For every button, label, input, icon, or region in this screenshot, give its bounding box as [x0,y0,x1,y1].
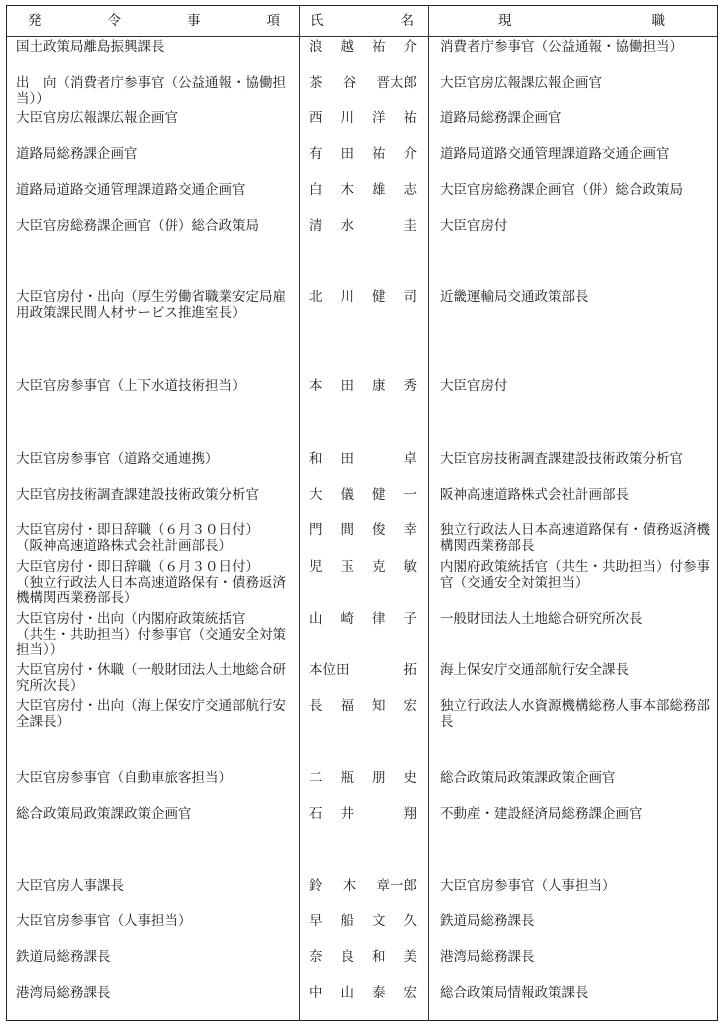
current-post-text: 一般財団法人土地総合研究所次長 [440,611,643,627]
order-item-text: 大臣官房参事官（上下水道技術担当） [16,378,246,394]
order-item-text: 大臣官房広報課広報企画官 [16,110,178,126]
order-item-text: 鉄道局総務課長 [16,949,111,965]
person-name: 白 木 雄 志 [309,182,417,198]
person-name: 早 船 文 久 [309,913,417,929]
current-post-text: 阪神高速道路株式会社計画部長 [440,487,629,503]
order-item-text: 大臣官房付・出向（内閣府政策統括官 （共生・共助担当）付参事官（交通安全対策担当）） [16,611,286,658]
person-name: 本位田 拓 [309,662,417,678]
order-item-text: 大臣官房付・休職（一般財団法人土地総合研究所次長） [16,662,286,694]
order-item-text: 大臣官房総務課企画官（併）総合政策局 [16,218,259,234]
person-name: 鈴 木 章一郎 [309,878,417,894]
current-post-text: 大臣官房参事官（人事担当） [440,878,616,894]
person-name: 長 福 知 宏 [309,698,417,714]
person-name: 浪 越 祐 介 [309,39,417,55]
person-name: 中 山 泰 宏 [309,985,417,1001]
order-item-text: 出 向（消費者庁参事官（公益通報・協働担当）） [16,75,286,107]
person-name: 大 儀 健 一 [309,487,417,503]
order-item-text: 大臣官房付・即日辞職（６月３０日付） （独立行政法人日本高速道路保有・債務返済機構関西業務部長） [16,559,286,606]
current-post-text: 道路局総務課企画官 [440,110,562,126]
person-name: 有 田 祐 介 [309,146,417,162]
current-post-text: 鉄道局総務課長 [440,913,535,929]
person-name: 石 井 翔 [309,806,417,822]
current-post-text: 海上保安庁交通部航行安全課長 [440,662,629,678]
current-post-text: 近畿運輸局交通政策部長 [440,289,589,305]
header-current-char: 職 [651,13,665,29]
person-name: 児 玉 克 敏 [309,559,417,575]
person-name: 北 川 健 司 [309,289,417,305]
person-name: 二 瓶 朋 史 [309,770,417,786]
person-name: 門 間 俊 幸 [309,522,417,538]
current-post-text: 独立行政法人水資源機構総務人事本部総務部長 [440,698,710,730]
order-item-text: 大臣官房付・出向（厚生労働省職業安定局雇用政策課民間人材サービス推進室長） [16,289,286,321]
person-name: 茶 谷 晋太郎 [309,75,417,91]
current-post-text: 大臣官房広報課広報企画官 [440,75,602,91]
header-name-char: 氏 [310,13,324,29]
order-item-text: 総合政策局政策課政策企画官 [16,806,192,822]
current-post-text: 総合政策局政策課政策企画官 [440,770,616,786]
order-item-text: 大臣官房参事官（道路交通連携） [16,451,219,467]
current-post-text: 不動産・建設経済局総務課企画官 [440,806,643,822]
order-item-text: 道路局総務課企画官 [16,146,138,162]
person-name: 本 田 康 秀 [309,378,417,394]
person-name: 西 川 洋 祐 [309,110,417,126]
order-item-text: 大臣官房参事官（人事担当） [16,913,192,929]
current-post-text: 大臣官房総務課企画官（併）総合政策局 [440,182,683,198]
order-item-text: 国土政策局離島振興課長 [16,39,165,55]
current-post-text: 大臣官房技術調査課建設技術政策分析官 [440,451,683,467]
current-post-text: 大臣官房付 [440,378,508,394]
order-item-text: 道路局道路交通管理課道路交通企画官 [16,182,246,198]
current-post-text: 大臣官房付 [440,218,508,234]
person-name: 清 水 圭 [309,218,417,234]
current-post-text: 消費者庁参事官（公益通報・協働担当） [440,39,683,55]
current-post-text: 港湾局総務課長 [440,949,535,965]
current-post-text: 独立行政法人日本高速道路保有・債務返済機構関西業務部長 [440,522,710,554]
header-order-char: 発 [28,13,42,29]
order-item-text: 大臣官房参事官（自動車旅客担当） [16,770,232,786]
order-item-text: 大臣官房付・即日辞職（６月３０日付） （阪神高速道路株式会社計画部長） [16,522,259,554]
header-order-char: 令 [107,13,121,29]
order-item-text: 大臣官房技術調査課建設技術政策分析官 [16,487,259,503]
header-order-char: 項 [266,13,280,29]
order-item-text: 大臣官房付・出向（海上保安庁交通部航行安全課長） [16,698,286,730]
order-item-text: 大臣官房人事課長 [16,878,124,894]
person-name: 山 崎 律 子 [309,611,417,627]
order-item-text: 港湾局総務課長 [16,985,111,1001]
header-name-char: 名 [400,13,414,29]
person-name: 和 田 卓 [309,451,417,467]
current-post-text: 道路局道路交通管理課道路交通企画官 [440,146,670,162]
header-current-char: 現 [498,13,512,29]
current-post-text: 内閣府政策統括官（共生・共助担当）付参事官（交通安全対策担当） [440,559,710,591]
current-post-text: 総合政策局情報政策課長 [440,985,589,1001]
header-order-char: 事 [187,13,201,29]
person-name: 奈 良 和 美 [309,949,417,965]
